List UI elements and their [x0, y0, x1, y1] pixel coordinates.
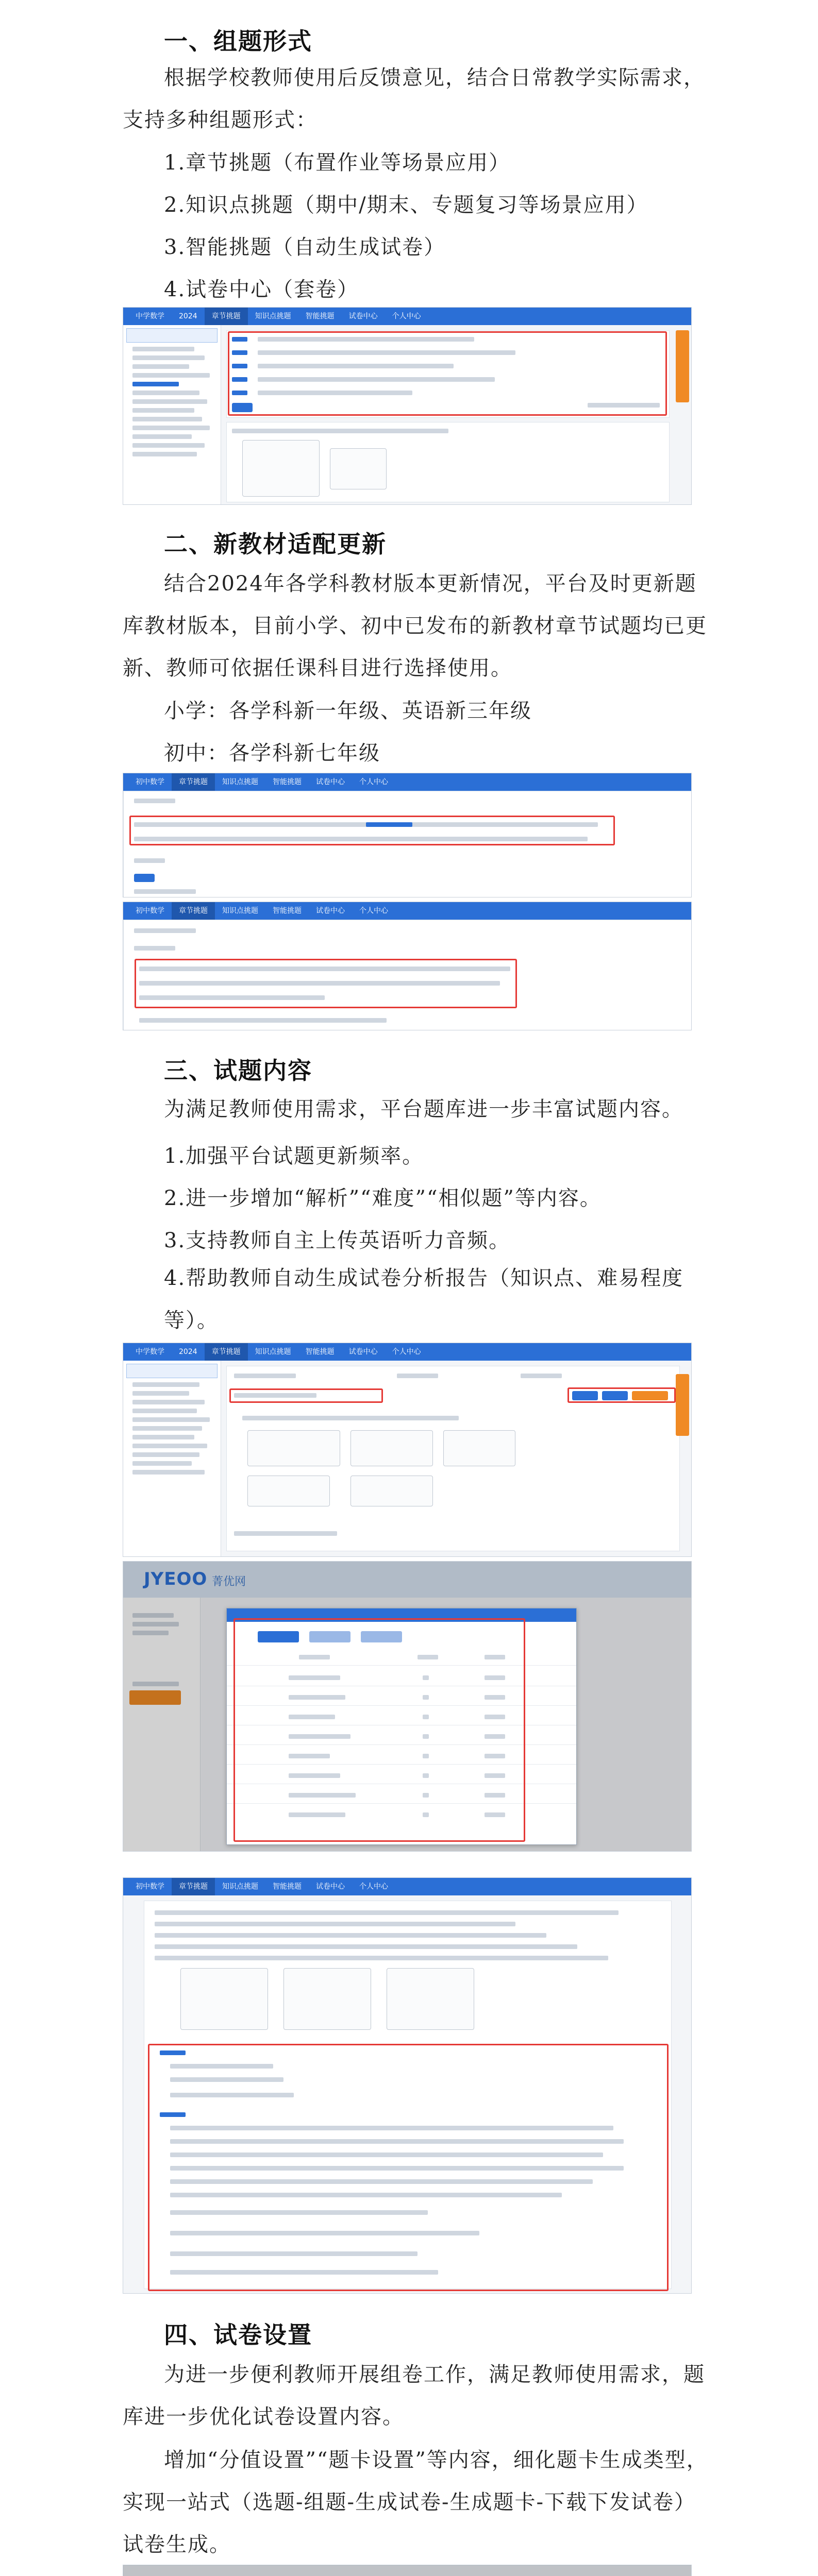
- nav-subject[interactable]: 初中数学: [136, 1883, 164, 1891]
- question-figure: [330, 448, 387, 489]
- screenshot-junior-versions: [123, 902, 692, 1030]
- textbook-selector[interactable]: [126, 1364, 218, 1378]
- section-2-primary: 小学：各学科新一年级、英语新三年级: [164, 699, 532, 723]
- nav-knowledge[interactable]: 知识点挑题: [222, 778, 258, 786]
- section-1-intro: 根据学校教师使用后反馈意见，结合日常教学实际需求，支持多种组题形式：: [123, 66, 705, 132]
- nav-smart[interactable]: 智能挑题: [305, 1348, 335, 1356]
- textbook-selector[interactable]: [126, 328, 218, 343]
- section-4-title: 四、试卷设置: [164, 2321, 312, 2349]
- section-1-item-3: 3.智能挑题（自动生成试卷）: [164, 235, 446, 259]
- screenshot-score-settings: [123, 2565, 692, 2576]
- question-figure: [242, 440, 320, 497]
- nav-smart[interactable]: 智能挑题: [273, 907, 302, 915]
- section-4-p1: 为进一步便利教师开展组卷工作，满足教师使用需求，题库进一步优化试卷设置内容。: [123, 2363, 705, 2429]
- side-tool-strip[interactable]: [676, 1374, 689, 1436]
- nav-bar: [123, 1343, 691, 1361]
- nav-subject[interactable]: 中学数学: [136, 1348, 164, 1356]
- section-3-intro: 为满足教师使用需求，平台题库进一步丰富试题内容。: [164, 1097, 683, 1121]
- side-tool-strip[interactable]: [676, 330, 689, 402]
- section-1-item-4: 4.试卷中心（套卷）: [164, 278, 359, 301]
- nav-bar: [123, 1878, 691, 1895]
- nav-smart[interactable]: 智能挑题: [273, 778, 302, 786]
- nav-year[interactable]: 2024: [179, 1348, 197, 1356]
- question-panel: [226, 422, 670, 502]
- nav-knowledge[interactable]: 知识点挑题: [255, 312, 291, 320]
- nav-personal[interactable]: 个人中心: [392, 1348, 421, 1356]
- screenshot-chapter-picker: [123, 307, 692, 505]
- nav-paper-center[interactable]: 试卷中心: [316, 778, 345, 786]
- nav-chapter[interactable]: 章节挑题: [205, 308, 248, 325]
- highlight-actions: [567, 1387, 676, 1403]
- nav-knowledge[interactable]: 知识点挑题: [222, 1883, 258, 1891]
- nav-paper-center[interactable]: 试卷中心: [316, 907, 345, 915]
- nav-bar: [123, 902, 691, 920]
- nav-personal[interactable]: 个人中心: [359, 778, 388, 786]
- screenshot-analysis-report: [123, 1561, 692, 1852]
- section-3-title: 三、试题内容: [164, 1057, 312, 1084]
- screenshot-question-detail: [123, 1343, 692, 1557]
- chapter-sidebar: [123, 1361, 221, 1556]
- nav-paper-center[interactable]: 试卷中心: [316, 1883, 345, 1891]
- highlight-source: [229, 1388, 383, 1403]
- screenshot-answer-analysis: [123, 1877, 692, 2294]
- nav-knowledge[interactable]: 知识点挑题: [222, 907, 258, 915]
- section-3-item-4: 4.帮助教师自动生成试卷分析报告（知识点、难易程度等）。: [164, 1266, 684, 1332]
- nav-subject[interactable]: 初中数学: [136, 778, 164, 786]
- nav-subject[interactable]: 初中数学: [136, 907, 164, 915]
- section-3-item-2: 2.进一步增加“解析”“难度”“相似题”等内容。: [164, 1187, 602, 1210]
- section-2-intro: 结合2024年各学科教材版本更新情况，平台及时更新题库教材版本，目前小学、初中已发布的新教材章节试题均已更新、教师可依据任课科目进行选择使用。: [123, 572, 707, 680]
- site-name: 菁优网: [212, 1575, 246, 1588]
- nav-paper-center[interactable]: 试卷中心: [348, 1348, 378, 1356]
- highlight-answer-analysis: [148, 2044, 669, 2291]
- question-figure: [350, 1430, 433, 1466]
- highlight-filters: [228, 331, 667, 416]
- nav-smart[interactable]: 智能挑题: [273, 1883, 302, 1891]
- section-3-item-3: 3.支持教师自主上传英语听力音频。: [164, 1229, 511, 1252]
- section-1-item-1: 1.章节挑题（布置作业等场景应用）: [164, 151, 511, 175]
- question-figure: [283, 1968, 371, 2030]
- nav-chapter[interactable]: 章节挑题: [205, 1343, 248, 1361]
- question-figure: [180, 1968, 268, 2030]
- nav-smart[interactable]: 智能挑题: [305, 312, 335, 320]
- nav-personal[interactable]: 个人中心: [359, 907, 388, 915]
- highlight-new-versions: [135, 959, 517, 1008]
- nav-subject[interactable]: 中学数学: [136, 312, 164, 320]
- highlight-new-versions: [129, 816, 615, 845]
- screenshot-primary-versions: [123, 773, 692, 897]
- jyeoo-logo: JYEOO: [144, 1569, 208, 1589]
- question-figure: [247, 1430, 340, 1466]
- nav-bar: [123, 773, 691, 791]
- question-figure: [247, 1476, 330, 1506]
- question-figure: [350, 1476, 433, 1506]
- section-3-item-1: 1.加强平台试题更新频率。: [164, 1144, 424, 1168]
- section-2-junior: 初中：各学科新七年级: [164, 741, 380, 765]
- nav-chapter[interactable]: 章节挑题: [172, 902, 215, 920]
- nav-knowledge[interactable]: 知识点挑题: [255, 1348, 291, 1356]
- nav-year[interactable]: 2024: [179, 312, 197, 320]
- nav-bar: [123, 308, 691, 325]
- section-1-item-2: 2.知识点挑题（期中/期末、专题复习等场景应用）: [164, 193, 648, 217]
- section-4-p2: 增加“分值设置”“题卡设置”等内容，细化题卡生成类型，实现一站式（选题-组题-生成试卷-生成题卡-下载下发试卷）试卷生成。: [123, 2448, 708, 2556]
- highlight-report: [233, 1618, 525, 1842]
- question-figure: [387, 1968, 474, 2030]
- nav-chapter[interactable]: 章节挑题: [172, 773, 215, 791]
- nav-paper-center[interactable]: 试卷中心: [348, 312, 378, 320]
- nav-chapter[interactable]: 章节挑题: [172, 1878, 215, 1895]
- section-1-title: 一、组题形式: [164, 27, 312, 55]
- nav-personal[interactable]: 个人中心: [392, 312, 421, 320]
- section-2-title: 二、新教材适配更新: [164, 530, 387, 558]
- question-figure: [443, 1430, 515, 1466]
- nav-personal[interactable]: 个人中心: [359, 1883, 388, 1891]
- chapter-sidebar: [123, 325, 221, 504]
